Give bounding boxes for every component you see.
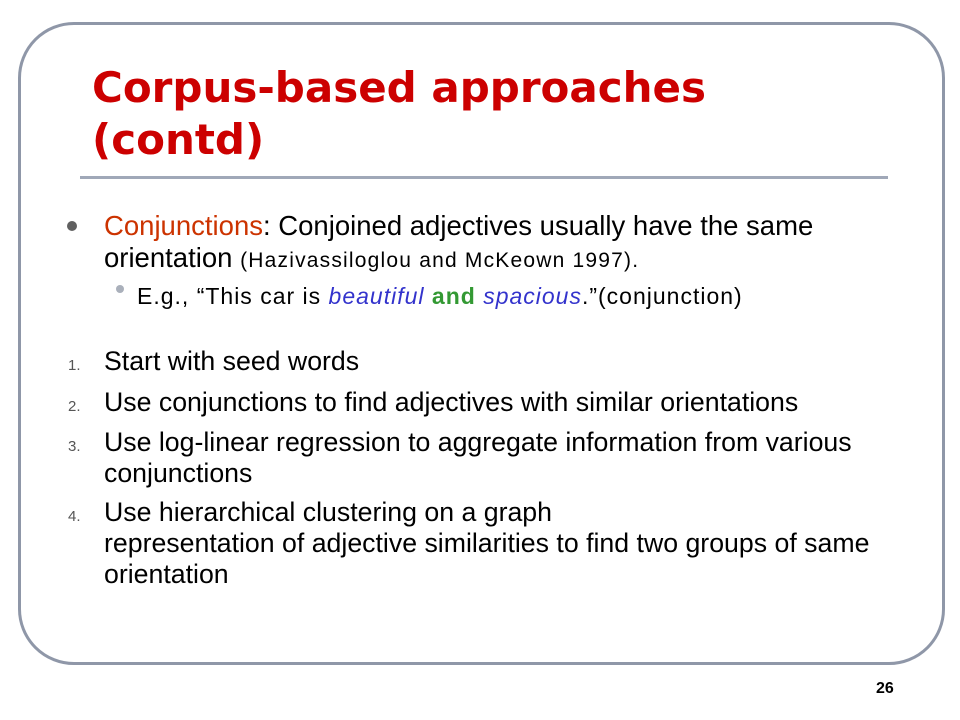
sub-bullet-icon xyxy=(116,285,124,293)
list-item-number: 3. xyxy=(68,438,81,455)
list-item xyxy=(68,497,904,590)
main-bullet xyxy=(104,210,904,277)
example-lead: E.g., “This car is xyxy=(137,283,322,309)
title-divider xyxy=(80,176,888,179)
list-item-number: 1. xyxy=(68,357,81,374)
slide-title: Corpus-based approaches (contd) xyxy=(92,63,707,164)
example-conjunction: and xyxy=(431,283,476,309)
example-tail: .”(conjunction) xyxy=(581,283,743,309)
list-item xyxy=(68,427,904,489)
list-item-number: 2. xyxy=(68,398,81,415)
example-adjective-2: spacious xyxy=(483,283,582,309)
page-number: 26 xyxy=(876,680,894,697)
list-item xyxy=(68,346,904,377)
list-item-text: Use hierarchical clustering on a graph representation of adjective similarities to find two groups of same orientation xyxy=(104,497,870,589)
list-item-number: 4. xyxy=(68,508,81,525)
list-item xyxy=(68,387,904,418)
list-item-text: Use log-linear regression to aggregate information from various conjunctions xyxy=(104,427,852,488)
example-sub-bullet xyxy=(137,281,897,311)
bullet-icon xyxy=(67,221,77,231)
list-item-text: Use conjunctions to find adjectives with similar orientations xyxy=(104,387,799,417)
list-item-text: Start with seed words xyxy=(104,346,360,376)
example-adjective-1: beautiful xyxy=(328,283,425,309)
bullet-term: Conjunctions xyxy=(104,210,263,241)
bullet-body: : Conjoined adjectives usually have the same orientation xyxy=(104,210,814,273)
bullet-citation: (Hazivassiloglou and McKeown 1997). xyxy=(240,249,640,272)
